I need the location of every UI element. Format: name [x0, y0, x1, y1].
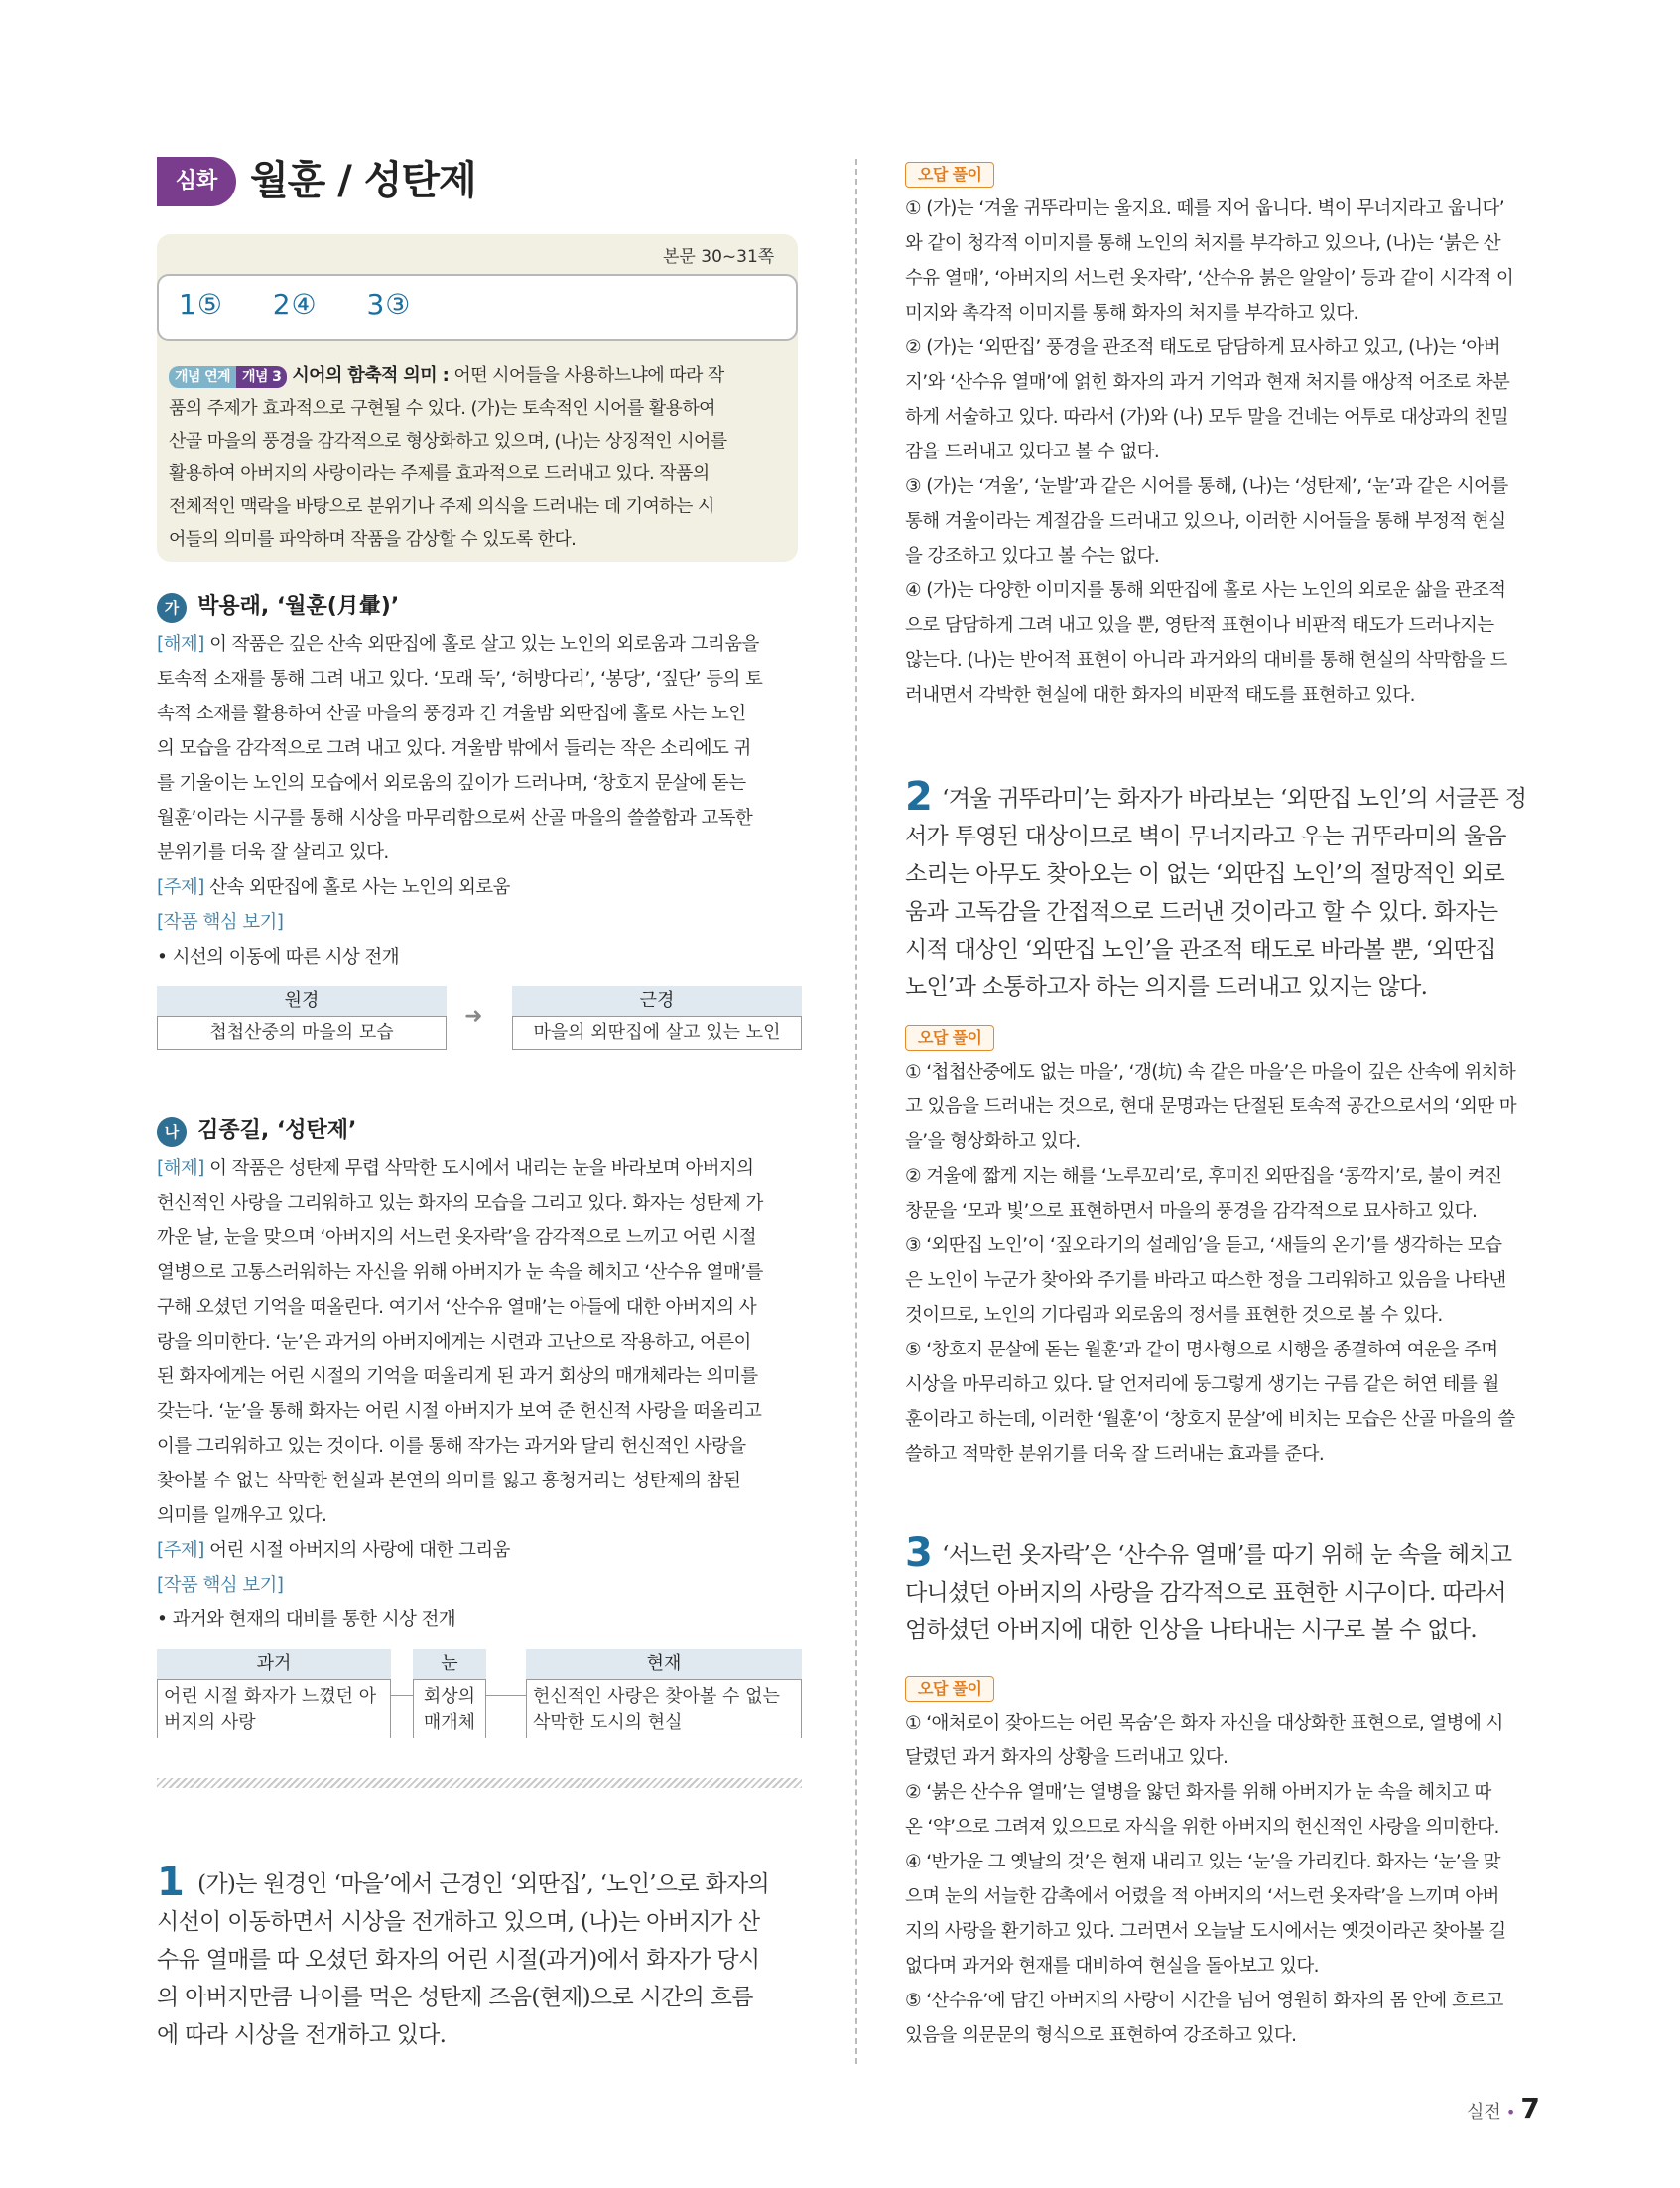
- commentary-line: 이 작품은 성탄제 무렵 삭막한 도시에서 내리는 눈을 바라보며 아버지의: [209, 1158, 754, 1179]
- poem-ga-commentary: [157, 627, 802, 974]
- wrong-line: ① ‘첩첩산중에도 없는 마을’, ‘갱(坑) 속 같은 마을’은 마을이 깊은 산속에 위치하: [905, 1062, 1516, 1083]
- wrong-line: 달렸던 과거 화자의 상황을 드러내고 있다.: [905, 1747, 1228, 1768]
- answer-list: [179, 288, 411, 321]
- commentary-line: 찾아볼 수 없는 삭막한 현실과 본연의 의미를 잃고 흥청거리는 성탄제의 참된: [157, 1471, 741, 1491]
- wrong-line: 하게 서술하고 있다. 따라서 (가)와 (나) 모두 말을 건네는 어투로 대상과의 친밀: [905, 407, 1508, 428]
- wrong-line: 으며 눈의 서늘한 감촉에서 어렸을 적 아버지의 ‘서느런 옷자락’을 느끼며 아버: [905, 1886, 1499, 1907]
- wrong-line: ② 겨울에 짧게 지는 해를 ‘노루꼬리’로, 후미진 외딴집을 ‘콩깍지’로, 불이 켜진: [905, 1166, 1502, 1187]
- core-label: [작품 핵심 보기]: [157, 912, 284, 933]
- wrong-line: 으로 담담하게 그려 내고 있을 뿐, 영탄적 표현이나 비판적 태도가 드러나지는: [905, 615, 1494, 636]
- commentary-label: [해제]: [157, 1158, 204, 1179]
- wrong-answer-label: 오답 풀이: [905, 1025, 994, 1051]
- wrong-line: ② ‘붉은 산수유 열매’는 열병을 앓던 화자를 위해 아버지가 눈 속을 헤치고 따: [905, 1782, 1491, 1803]
- wrong-line: 미지와 촉각적 이미지를 통해 화자의 처지를 부각하고 있다.: [905, 303, 1358, 323]
- explanation-line: ‘겨울 귀뚜라미’는 화자가 바라보는 ‘외딴집 노인’의 서글픈 정: [942, 786, 1527, 812]
- explanation-line: 움과 고독감을 간접적으로 드러낸 것이라고 할 수 있다. 화자는: [905, 899, 1498, 925]
- question-number: 1: [157, 1860, 185, 1905]
- table-head-near: 근경: [512, 986, 802, 1016]
- concept-line: 어들의 의미를 파악하며 작품을 감상할 수 있도록 한다.: [169, 529, 577, 550]
- wrong-line: 통해 겨울이라는 계절감을 드러내고 있으나, 이러한 시어들을 통해 부정적 현실: [905, 511, 1506, 532]
- wrong-line: 감을 드러내고 있다고 볼 수 없다.: [905, 442, 1160, 462]
- wrong-answer-label: 오답 풀이: [905, 162, 994, 188]
- wrong-line: 을’을 형상화하고 있다.: [905, 1131, 1081, 1152]
- explanation-line: (가)는 원경인 ‘마을’에서 근경인 ‘외딴집’, ‘노인’으로 화자의: [197, 1871, 770, 1897]
- wrong-line: 은 노인이 누군가 찾아와 주기를 바라고 따스한 정을 그리워하고 있음을 나타낸: [905, 1270, 1506, 1291]
- wrong-line: 않는다. (나)는 반어적 표현이 아니라 과거와의 대비를 통해 현실의 삭막함을 드: [905, 650, 1507, 671]
- core-point: • 과거와 현재의 대비를 통한 시상 전개: [157, 1609, 456, 1630]
- poem-ga-marker: 가: [157, 593, 187, 623]
- commentary-line: 구해 오셨던 기억을 떠올린다. 여기서 ‘산수유 열매’는 아들에 대한 아버지의 사: [157, 1297, 757, 1318]
- explanation-line: 다니셨던 아버지의 사랑을 감각적으로 표현한 시구이다. 따라서: [905, 1580, 1506, 1606]
- theme-label: [주제]: [157, 877, 204, 898]
- footer-dot: •: [1505, 2103, 1516, 2122]
- concept-line: 어떤 시어들을 사용하느냐에 따라 작: [453, 365, 724, 386]
- commentary-line: 속적 소재를 활용하여 산골 마을의 풍경과 긴 겨울밤 외딴집에 홀로 사는 노인: [157, 704, 746, 724]
- wrong-line: ① ‘애처로이 잦아드는 어린 목숨’은 화자 자신을 대상화한 표현으로, 열병에 시: [905, 1713, 1503, 1734]
- wrong-line: 지’와 ‘산수유 열매’에 얽힌 화자의 과거 기억과 현재 처지를 애상적 어조로 차분: [905, 372, 1510, 393]
- table-head-snow: 눈: [413, 1649, 486, 1679]
- poem-ga-title: 박용래, ‘월훈(月暈)’: [197, 594, 400, 619]
- wrong-line: 훈이라고 하는데, 이러한 ‘월훈’이 ‘창호지 문살’에 비치는 모습은 산골 마을의 쓸: [905, 1409, 1515, 1430]
- concept-tag: 개념 연계: [169, 366, 236, 388]
- section-badge: 심화: [157, 157, 236, 206]
- poem-na-table: [157, 1649, 802, 1744]
- explanation-line: 의 아버지만큼 나이를 먹은 성탄제 즈음(현재)으로 시간의 흐름: [157, 1985, 753, 2010]
- wrong-line: ④ ‘반가운 그 옛날의 것’은 현재 내리고 있는 ‘눈’을 가리킨다. 화자는 ‘눈’을 맞: [905, 1852, 1500, 1872]
- core-point: • 시선의 이동에 따른 시상 전개: [157, 947, 399, 967]
- explanation-line: 서가 투영된 대상이므로 벽이 무너지라고 우는 귀뚜라미의 울음: [905, 824, 1506, 849]
- answer-3-explanation: [905, 1530, 1560, 1649]
- concept-line: 품의 주제가 효과적으로 구현될 수 있다. (가)는 토속적인 시어를 활용하여: [169, 398, 715, 419]
- wrong-line: ③ (가)는 ‘겨울’, ‘눈발’과 같은 시어를 통해, (나)는 ‘성탄제’, ‘눈’과 같은 시어를: [905, 476, 1508, 497]
- explanation-line: 시선이 이동하면서 시상을 전개하고 있으며, (나)는 아버지가 산: [157, 1909, 760, 1935]
- wrong-line: ③ ‘외딴집 노인’이 ‘짚오라기의 설레임’을 듣고, ‘새들의 온기’를 생각하는 모습: [905, 1235, 1502, 1256]
- column-divider: [855, 159, 857, 2064]
- wrong-answer-label: 오답 풀이: [905, 1676, 994, 1702]
- wrong-line: 러내면서 각박한 현실에 대한 화자의 비판적 태도를 표현하고 있다.: [905, 685, 1415, 706]
- page-number: 7: [1520, 2092, 1540, 2124]
- concept-line: 산골 마을의 풍경을 감각적으로 형상화하고 있으며, (나)는 상징적인 시어를: [169, 431, 727, 451]
- theme-label: [주제]: [157, 1540, 204, 1561]
- wrong-3-block: [905, 1671, 1560, 2053]
- poem-na-heading: [157, 1113, 356, 1147]
- table-cell-far: 첩첩산중의 마을의 모습: [157, 1016, 447, 1050]
- question-number: 2: [905, 774, 933, 820]
- wrong-line: ④ (가)는 다양한 이미지를 통해 외딴집에 홀로 사는 노인의 외로운 삶을 관조적: [905, 580, 1506, 601]
- wrong-line: ① (가)는 ‘겨울 귀뚜라미는 울지요. 떼를 지어 웁니다. 벽이 무너지라고 웁니다’: [905, 198, 1505, 219]
- explanation-line: 수유 열매를 따 오셨던 화자의 어린 시절(과거)에서 화자가 당시: [157, 1947, 760, 1973]
- wrong-1-block: [905, 157, 1560, 712]
- wrong-line: 창문을 ‘모과 빛’으로 표현하면서 마을의 풍경을 감각적으로 묘사하고 있다.: [905, 1201, 1478, 1222]
- wrong-line: 고 있음을 드러내는 것으로, 현대 문명과는 단절된 토속적 공간으로서의 ‘외딴 마: [905, 1096, 1517, 1117]
- wrong-line: 쓸하고 적막한 분위기를 더욱 잘 드러내는 효과를 준다.: [905, 1444, 1325, 1465]
- commentary-line: 열병으로 고통스러워하는 자신을 위해 아버지가 눈 속을 헤치고 ‘산수유 열매’를: [157, 1262, 763, 1283]
- wrong-line: 지의 사랑을 환기하고 있다. 그러면서 오늘날 도시에서는 옛것이라곤 찾아볼 길: [905, 1921, 1506, 1942]
- wrong-line: ⑤ ‘산수유’에 담긴 아버지의 사랑이 시간을 넘어 영원히 화자의 몸 안에 흐르고: [905, 1991, 1503, 2011]
- commentary-line: 의 모습을 감각적으로 그려 내고 있다. 겨울밤 밖에서 들리는 작은 소리에도 귀: [157, 738, 751, 759]
- page-title: 월훈 / 성탄제: [250, 158, 476, 203]
- wrong-line: 시상을 마무리하고 있다. 달 언저리에 둥그렇게 생기는 구름 같은 허연 테를 월: [905, 1374, 1499, 1395]
- wrong-2-block: [905, 1020, 1560, 1472]
- concept-number-tag: 개념 3: [236, 366, 287, 388]
- answer-1-explanation: [157, 1860, 812, 2054]
- explanation-line: 소리는 아무도 찾아오는 이 없는 ‘외딴집 노인’의 절망적인 외로: [905, 861, 1505, 887]
- page-footer: [1467, 2092, 1540, 2124]
- poem-na-commentary: [157, 1151, 802, 1637]
- commentary-line: 된 화자에게는 어린 시절의 기억을 떠올리게 된 과거 회상의 매개체라는 의미를: [157, 1366, 758, 1387]
- wrong-line: 을 강조하고 있다고 볼 수는 없다.: [905, 546, 1160, 567]
- table-cell-near: 마을의 외딴집에 살고 있는 노인: [512, 1016, 802, 1050]
- commentary-line: 이를 그리워하고 있는 것이다. 이를 통해 작가는 과거와 달리 헌신적인 사랑을: [157, 1436, 746, 1457]
- explanation-line: 에 따라 시상을 전개하고 있다.: [157, 2022, 447, 2048]
- wrong-line: ⑤ ‘창호지 문살에 돋는 월훈’과 같이 명사형으로 시행을 종결하여 여운을 주며: [905, 1340, 1498, 1360]
- divider: [157, 1778, 802, 1788]
- commentary-line: 헌신적인 사랑을 그리워하고 있는 화자의 모습을 그리고 있다. 화자는 성탄제 가: [157, 1193, 763, 1214]
- poem-na-title: 김종길, ‘성탄제’: [197, 1118, 357, 1143]
- poem-ga-table: [157, 986, 802, 1056]
- wrong-line: ② (가)는 ‘외딴집’ 풍경을 관조적 태도로 담담하게 묘사하고 있고, (나)는 ‘아버: [905, 337, 1500, 358]
- table-cell-present: 헌신적인 사랑은 찾아볼 수 없는 삭막한 도시의 현실: [526, 1679, 802, 1738]
- answer-2: 2④: [272, 288, 318, 321]
- commentary-line: 이 작품은 깊은 산속 외딴집에 홀로 살고 있는 노인의 외로움과 그리움을: [209, 634, 759, 655]
- commentary-line: 랑을 의미한다. ‘눈’은 과거의 아버지에게는 시련과 고난으로 작용하고, 어른이: [157, 1332, 751, 1352]
- table-head-far: 원경: [157, 986, 447, 1016]
- explanation-line: 시적 대상인 ‘외딴집 노인’을 관조적 태도로 바라볼 뿐, ‘외딴집: [905, 937, 1496, 963]
- commentary-line: 의미를 일깨우고 있다.: [157, 1505, 327, 1526]
- answer-3: 3③: [366, 288, 412, 321]
- table-head-present: 현재: [526, 1649, 802, 1679]
- arrow-icon: ➜: [464, 1004, 483, 1029]
- concept-line: 전체적인 맥락을 바탕으로 분위기나 주제 의식을 드러내는 데 기여하는 시: [169, 496, 714, 517]
- theme-text: 산속 외딴집에 홀로 사는 노인의 외로움: [209, 877, 510, 898]
- wrong-line: 없다며 과거와 현재를 대비하여 현실을 돌아보고 있다.: [905, 1956, 1319, 1977]
- commentary-line: 까운 날, 눈을 맞으며 ‘아버지의 서느런 옷자락’을 감각적으로 느끼고 어린 시절: [157, 1227, 757, 1248]
- concept-line: 활용하여 아버지의 사랑이라는 주제를 효과적으로 드러내고 있다. 작품의: [169, 463, 710, 484]
- answer-1: 1⑤: [179, 288, 223, 321]
- commentary-line: 분위기를 더욱 잘 살리고 있다.: [157, 842, 389, 863]
- wrong-line: 있음을 의문문의 형식으로 표현하여 강조하고 있다.: [905, 2025, 1297, 2046]
- explanation-line: 노인’과 소통하고자 하는 의지를 드러내고 있지는 않다.: [905, 974, 1428, 1000]
- poem-ga-heading: [157, 589, 399, 623]
- table-cell-past: 어린 시절 화자가 느꼈던 아버지의 사랑: [157, 1679, 391, 1738]
- wrong-line: 것이므로, 노인의 기다림과 외로움의 정서를 표현한 것으로 볼 수 있다.: [905, 1305, 1443, 1326]
- explanation-line: ‘서느런 옷자락’은 ‘산수유 열매’를 따기 위해 눈 속을 헤치고: [942, 1542, 1512, 1568]
- wrong-line: 수유 열매’, ‘아버지의 서느런 옷자락’, ‘산수유 붉은 알알이’ 등과 같이 시각적 이: [905, 268, 1514, 289]
- answer-2-explanation: [905, 774, 1560, 1006]
- wrong-line: 와 같이 청각적 이미지를 통해 노인의 처지를 부각하고 있으나, (나)는 ‘붉은 산: [905, 233, 1501, 254]
- table-cell-snow: 회상의 매개체: [413, 1679, 486, 1738]
- commentary-line: 월훈’이라는 시구를 통해 시상을 마무리함으로써 산골 마을의 쓸쓸함과 고독한: [157, 808, 753, 829]
- footer-label: 실전: [1467, 2102, 1501, 2123]
- page-reference: 본문 30~31쪽: [663, 247, 775, 267]
- table-head-past: 과거: [157, 1649, 391, 1679]
- concept-block: [169, 359, 790, 556]
- explanation-line: 엄하셨던 아버지에 대한 인상을 나타내는 시구로 볼 수 없다.: [905, 1617, 1477, 1643]
- commentary-line: 갖는다. ‘눈’을 통해 화자는 어린 시절 아버지가 보여 준 헌신적 사랑을 떠올리고: [157, 1401, 762, 1422]
- wrong-line: 온 ‘약’으로 그려져 있으므로 자식을 위한 아버지의 헌신적인 사랑을 의미한다.: [905, 1817, 1499, 1838]
- commentary-line: 를 기울이는 노인의 모습에서 외로움의 깊이가 드러나며, ‘창호지 문살에 돋는: [157, 773, 746, 794]
- theme-text: 어린 시절 아버지의 사랑에 대한 그리움: [209, 1540, 510, 1561]
- question-number: 3: [905, 1530, 933, 1576]
- commentary-line: 토속적 소재를 통해 그려 내고 있다. ‘모래 둑’, ‘허방다리’, ‘봉당’, ‘짚단’ 등의 토: [157, 669, 763, 690]
- core-label: [작품 핵심 보기]: [157, 1575, 284, 1596]
- concept-heading: 시어의 함축적 의미 :: [292, 365, 450, 386]
- poem-na-marker: 나: [157, 1117, 187, 1147]
- commentary-label: [해제]: [157, 634, 204, 655]
